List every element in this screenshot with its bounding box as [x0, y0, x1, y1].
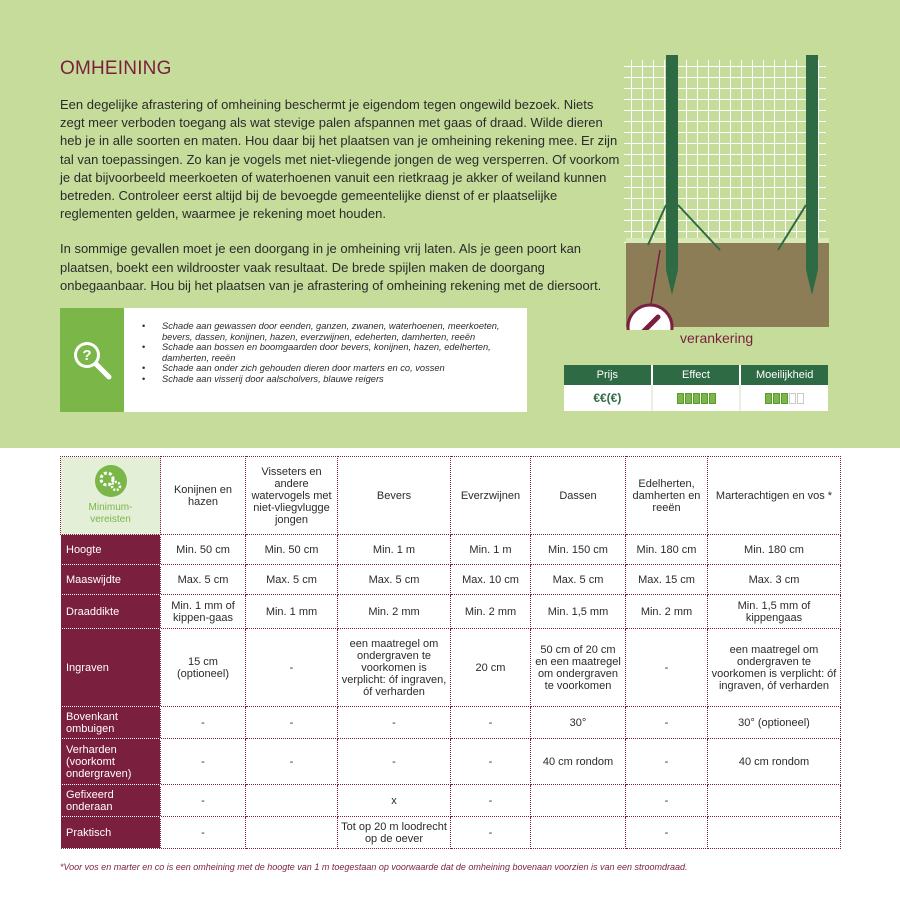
difficulty-bar	[773, 393, 780, 404]
table-cell: Min. 50 cm	[246, 535, 338, 565]
difficulty-bar	[781, 393, 788, 404]
table-cell: Min. 2 mm	[451, 595, 531, 629]
column-header: Everzwijnen	[451, 457, 531, 535]
damage-item: • Schade aan bossen en boomgaarden door bevers, konijnen, hazen, edelherten, damherten, reeën	[142, 342, 512, 363]
table-row	[61, 629, 841, 707]
table-cell: een maatregel om ondergraven te voorkomen is verplicht: óf ingraven, óf verharden	[338, 629, 451, 707]
row-header: Maaswijdte	[61, 565, 161, 595]
table-cell	[531, 817, 626, 849]
table-cell: 30° (optioneel)	[708, 707, 841, 739]
column-header: Visseters en andere watervogels met niet-vliegvlugge jongen	[246, 457, 338, 535]
row-header: Gefixeerd onderaan	[61, 785, 161, 817]
table-cell: -	[246, 629, 338, 707]
requirements-table	[60, 456, 841, 849]
rating-header	[564, 365, 828, 385]
intro-paragraph-2: In sommige gevallen moet je een doorgang in je omheining vrij laten. Als je geen poort kan plaatsen, boekt een wildrooster vaak resultaat. De brede spijlen maken de doorgang onbegaanbaar. Hou bij het plaatsen van je afrastering of omheining rekening met de diersoort.	[60, 241, 602, 293]
svg-text:?: ?	[82, 347, 92, 364]
intro-paragraph-1: Een degelijke afrastering of omheining beschermt je eigendom tegen ongewild bezoek. Niets zegt meer verboden toegang als wat stevige palen afspannen met gaas of draad. Wilde dieren heb je in alle soorten en maten. Hou daar bij het plaatsen van je omheining rekening mee. Er zijn tal van toepassingen. Zo kan je vogels met niet-vliegende jongen de weg versperren. Of voorkom je dat bijvoorbeeld meerkoeten of waterhoenen vanuit een rietkraag je akker of weiland kunnen betreden. Controleer eerst altijd bij de bevoegde gemeentelijke dienst of er plaatselijke reglementen gelden, waarmee je rekening moet houden.	[60, 97, 620, 222]
damage-item: • Schade aan visserij door aalscholvers, blauwe reigers	[142, 374, 512, 385]
table-cell: Max. 5 cm	[531, 565, 626, 595]
effect-bar	[677, 393, 684, 404]
table-cell: Min. 1 m	[338, 535, 451, 565]
difficulty-bar	[789, 393, 796, 404]
info-icon-area	[60, 308, 124, 412]
column-header: Edelherten, damherten en reeën	[626, 457, 708, 535]
table-cell: Min. 50 cm	[161, 535, 246, 565]
table-cell: -	[246, 707, 338, 739]
table-cell: -	[451, 707, 531, 739]
table-cell: Min. 1 mm of kippen-gaas	[161, 595, 246, 629]
row-header: Ingraven	[61, 629, 161, 707]
table-row	[61, 707, 841, 739]
damage-list	[142, 321, 512, 384]
table-cell: Max. 5 cm	[246, 565, 338, 595]
damage-item: • Schade aan gewassen door eenden, ganzen, zwanen, waterhoenen, meerkoeten, bevers, dassen, konijnen, hazen, everzwijnen, edeherten, damherten, reeën	[142, 321, 512, 342]
difficulty-bars	[765, 393, 804, 404]
table-cell: Max. 10 cm	[451, 565, 531, 595]
rating-values	[564, 385, 828, 411]
table-cell: Min. 1,5 mm of kippengaas	[708, 595, 841, 629]
table-row	[61, 565, 841, 595]
fence-illustration	[620, 55, 830, 330]
table-cell: -	[626, 739, 708, 785]
rating-box	[564, 365, 828, 411]
row-header: Draaddikte	[61, 595, 161, 629]
effect-bar	[685, 393, 692, 404]
intro-text	[60, 96, 620, 312]
table-cell: Min. 180 cm	[626, 535, 708, 565]
table-cell: Min. 1,5 mm	[531, 595, 626, 629]
table-cell: Tot op 20 m loodrecht op de oever	[338, 817, 451, 849]
row-header: Bovenkant ombuigen	[61, 707, 161, 739]
table-corner	[61, 457, 161, 535]
table-cell: een maatregel om ondergraven te voorkomen is verplicht: óf ingraven, óf verharden	[708, 629, 841, 707]
table-cell: -	[161, 707, 246, 739]
table-cell: -	[246, 739, 338, 785]
table-cell: x	[338, 785, 451, 817]
table-cell: -	[451, 785, 531, 817]
table-body	[61, 535, 841, 849]
effect-bar	[693, 393, 700, 404]
table-cell: -	[451, 817, 531, 849]
illustration-label: verankering	[680, 330, 754, 346]
table-cell: Min. 2 mm	[626, 595, 708, 629]
column-header: Dassen	[531, 457, 626, 535]
effect-bar	[709, 393, 716, 404]
table-cell: Min. 2 mm	[338, 595, 451, 629]
table-cell: -	[626, 707, 708, 739]
table-cell: Max. 5 cm	[338, 565, 451, 595]
table-cell	[708, 785, 841, 817]
table-row	[61, 739, 841, 785]
difficulty-bar	[765, 393, 772, 404]
footnote: *Voor vos en marter en co is een omheining met de hoogte van 1 m toegestaan op voorwaarde dat de omheining bovenaan voorzien is van een stroomdraad.	[60, 862, 688, 872]
table-row	[61, 595, 841, 629]
table-cell: 40 cm rondom	[708, 739, 841, 785]
row-header: Verharden (voorkomt ondergraven)	[61, 739, 161, 785]
price-rating	[564, 385, 653, 411]
table-cell: 20 cm	[451, 629, 531, 707]
damage-item: • Schade aan onder zich gehouden dieren door marters en co, vossen	[142, 363, 512, 374]
table-corner-label: Minimum- vereisten	[88, 502, 133, 525]
table-cell: Min. 150 cm	[531, 535, 626, 565]
table-cell	[246, 785, 338, 817]
table-header-row	[61, 457, 841, 535]
rating-header-difficulty: Moeilijkheid	[741, 365, 828, 385]
table-cell: 30°	[531, 707, 626, 739]
row-header: Hoogte	[61, 535, 161, 565]
table-cell: -	[338, 707, 451, 739]
table-cell: Max. 3 cm	[708, 565, 841, 595]
gears-icon	[94, 464, 128, 498]
table-cell: Min. 180 cm	[708, 535, 841, 565]
row-header: Praktisch	[61, 817, 161, 849]
table-cell: -	[338, 739, 451, 785]
table-cell	[531, 785, 626, 817]
difficulty-bar	[797, 393, 804, 404]
table-cell: -	[626, 817, 708, 849]
table-cell: -	[626, 785, 708, 817]
table-cell: Max. 15 cm	[626, 565, 708, 595]
column-header: Konijnen en hazen	[161, 457, 246, 535]
magnifier-question-icon	[70, 338, 114, 382]
effect-rating	[653, 385, 742, 411]
table-cell: -	[451, 739, 531, 785]
table-cell: 50 cm of 20 cm en een maatregel om ondergraven te voorkomen	[531, 629, 626, 707]
table-row	[61, 785, 841, 817]
table-cell: -	[161, 817, 246, 849]
price-symbols: €€(€)	[593, 391, 622, 405]
page-title: OMHEINING	[60, 58, 172, 79]
difficulty-rating	[741, 385, 828, 411]
table-cell: Min. 1 m	[451, 535, 531, 565]
effect-bar	[701, 393, 708, 404]
table-row	[61, 817, 841, 849]
damage-info-box	[60, 308, 527, 412]
column-header: Bevers	[338, 457, 451, 535]
table-cell: 40 cm rondom	[531, 739, 626, 785]
table-cell	[708, 817, 841, 849]
rating-header-price: Prijs	[564, 365, 653, 385]
column-header: Marterachtigen en vos *	[708, 457, 841, 535]
effect-bars	[677, 393, 716, 404]
table-row	[61, 535, 841, 565]
table-cell: -	[626, 629, 708, 707]
table-cell: -	[161, 739, 246, 785]
table-cell: Min. 1 mm	[246, 595, 338, 629]
table-cell: 15 cm (optioneel)	[161, 629, 246, 707]
rating-header-effect: Effect	[653, 365, 742, 385]
table-cell	[246, 817, 338, 849]
table-cell: -	[161, 785, 246, 817]
table-cell: Max. 5 cm	[161, 565, 246, 595]
